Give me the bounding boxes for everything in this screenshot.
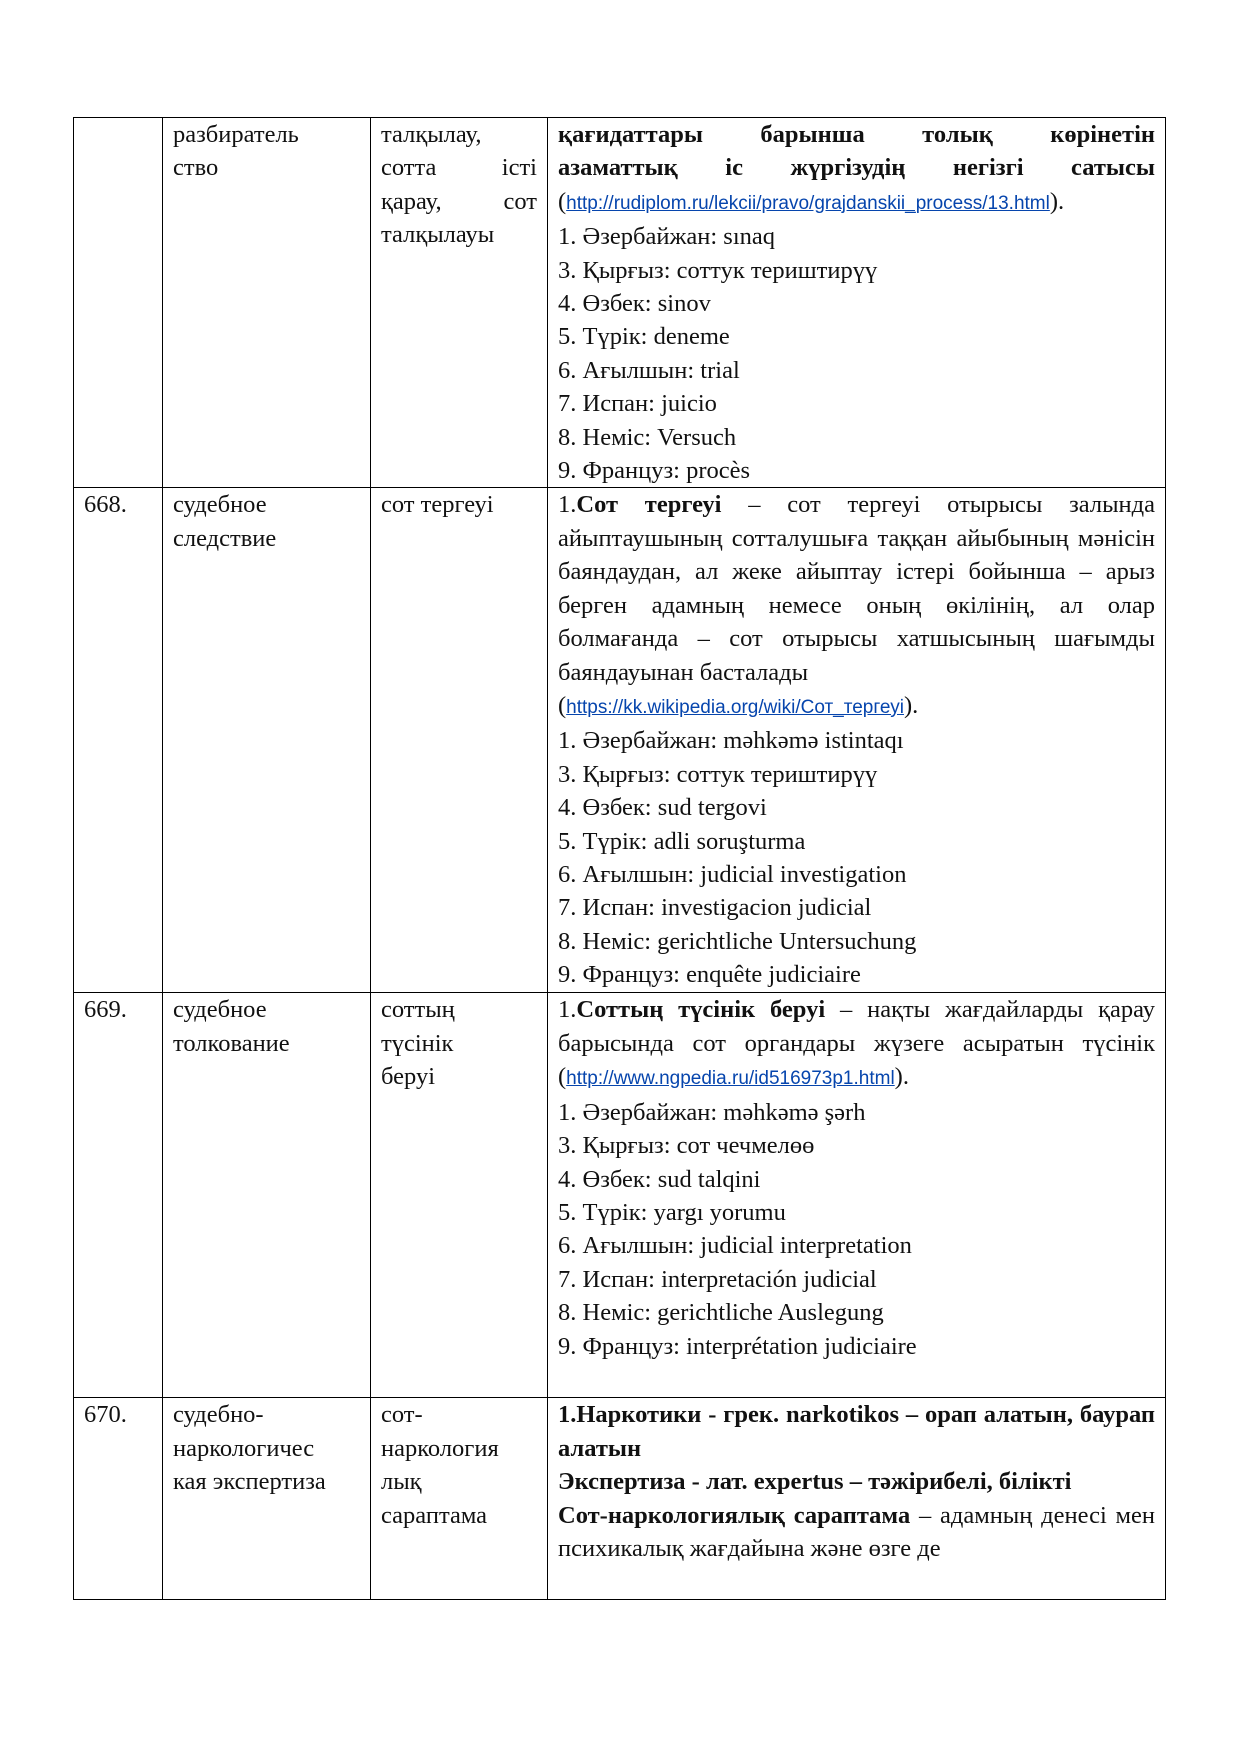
translation-line: 5. Түрік: deneme — [558, 323, 730, 351]
source-link[interactable]: http://www.ngpedia.ru/id516973p1.html — [566, 1068, 895, 1090]
kazakh-term: талқылау, сотта істі қарау, сот талқылауы — [371, 118, 548, 488]
source-link[interactable]: https://kk.wikipedia.org/wiki/Сот_тергеуі — [566, 696, 904, 718]
translation-line: 7. Испан: juicio — [558, 390, 717, 418]
definition: 1.Наркотики - грек. narkotikos – орап алатын, баурап алатын Экспертиза - лат. expertus – тәжірибелі, білікті Сот-наркологиялық сараптама – адамның денесі мен психикалық жағдайына және өзге де — [548, 1398, 1166, 1600]
translation-line: 9. Француз: interprétation judiciaire — [558, 1332, 917, 1360]
source-link[interactable]: http://rudiplom.ru/lekcii/pravo/grajdanskii_process/13.html — [566, 192, 1050, 214]
translation-line: 5. Түрік: adli soruşturma — [558, 827, 806, 855]
kazakh-term: соттың түсінік беруі — [371, 993, 548, 1398]
table-row — [74, 993, 1166, 1398]
definition: қағидаттары барынша толық көрінетін азаматтық іс жүргізудің негізгі сатысы (http://rudiplom.ru/lekcii/pravo/grajdanskii_process/13.html). 1. Әзербайжан: sınaq 3. Қырғыз: соттук териштирүү 4. Өзбек: sinov 5. Түрік: deneme 6. Ағылшын: trial 7. Испан: juicio 8. Неміс: Versuch 9. Француз: procès — [548, 118, 1166, 488]
translation-line: 7. Испан: interpretación judicial — [558, 1265, 877, 1293]
entry-number: 669. — [74, 993, 163, 1398]
russian-term: судебно- наркологичес кая экспертиза — [163, 1398, 371, 1600]
table-row — [74, 1398, 1166, 1600]
term-bold: Сот-наркологиялық сараптама — [558, 1501, 911, 1529]
translation-line: 6. Ағылшын: judicial interpretation — [558, 1232, 912, 1260]
term-bold: Сот тергеуі — [576, 491, 722, 519]
source-line: (http://www.ngpedia.ru/id516973p1.html). — [558, 1063, 909, 1091]
translation-line: 3. Қырғыз: соттук териштирүү — [558, 256, 878, 284]
entry-number: 668. — [74, 488, 163, 993]
translation-line: 4. Өзбек: sud talqini — [558, 1165, 761, 1193]
definition: 1.Сот тергеуі – сот тергеуі отырысы залында айыптаушының сотталушыға таққан айыбының мәнісін баяндаудан, ал жеке айыптау істері бойынша – арыз берген адамның немесе оның өкілінің, ал олар болмағанда – сот отырысы хатшысының шағымды баяндауынан басталады (https://kk.wikipedia.org/wiki/Сот_тергеуі). 1. Әзербайжан: məhkəmə istintaqı 3. Қырғыз: соттук териштирүү 4. Өзбек: sud tergovi 5. Түрік: adli soruşturma 6. Ағылшын: judicial investigation 7. Испан: investigacion judicial 8. Неміс: gerichtliche Untersuchung 9. Француз: enquête judiciaire — [548, 488, 1166, 993]
translation-line: 1. Әзербайжан: məhkəmə şərh — [558, 1098, 866, 1126]
definition: 1.Соттың түсінік беруі – нақты жағдайларды қарау барысында сот органдары жүзеге асыратын түсінік (http://www.ngpedia.ru/id516973p1.html). 1. Әзербайжан: məhkəmə şərh 3. Қырғыз: сот чечмелөө 4. Өзбек: sud talqini 5. Түрік: yargı yorumu 6. Ағылшын: judicial interpretation 7. Испан: interpretación judicial 8. Неміс: gerichtliche Auslegung 9. Француз: interprétation judiciaire — [548, 993, 1166, 1398]
etymology-line: Экспертиза - лат. expertus – тәжірибелі, білікті — [558, 1468, 1072, 1496]
translation-line: 5. Түрік: yargı yorumu — [558, 1198, 786, 1226]
kazakh-term: сот тергеуі — [371, 488, 548, 993]
table-row — [74, 488, 1166, 993]
translation-line: 1. Әзербайжан: məhkəmə istintaqı — [558, 727, 904, 755]
translation-line: 1. Әзербайжан: sınaq — [558, 223, 776, 251]
translation-line: 8. Неміс: gerichtliche Untersuchung — [558, 927, 917, 955]
translation-line: 3. Қырғыз: сот чечмелөө — [558, 1132, 815, 1160]
translation-line: 4. Өзбек: sud tergovi — [558, 794, 767, 822]
entry-number — [74, 118, 163, 488]
russian-term: разбиратель ство — [163, 118, 371, 488]
translation-line: 8. Неміс: Versuch — [558, 423, 737, 451]
translation-line: 8. Неміс: gerichtliche Auslegung — [558, 1299, 884, 1327]
translation-line: 6. Ағылшын: judicial investigation — [558, 860, 907, 888]
source-line: (http://rudiplom.ru/lekcii/pravo/grajdanskii_process/13.html). — [558, 187, 1065, 215]
etymology-line: Наркотики - грек. narkotikos – орап алатын, баурап алатын — [558, 1401, 1155, 1462]
dictionary-table — [73, 117, 1166, 1600]
translation-line: 3. Қырғыз: соттук териштирүү — [558, 760, 878, 788]
table-row — [74, 118, 1166, 488]
russian-term: судебное толкование — [163, 993, 371, 1398]
term-bold: Соттың түсінік беруі — [576, 996, 826, 1024]
kazakh-term: сот- наркология лық сараптама — [371, 1398, 548, 1600]
translation-line: 9. Француз: procès — [558, 457, 751, 485]
source-line: (https://kk.wikipedia.org/wiki/Сот_тергеуі). — [558, 691, 919, 719]
russian-term: судебное следствие — [163, 488, 371, 993]
translation-line: 6. Ағылшын: trial — [558, 356, 740, 384]
translation-line: 9. Француз: enquête judiciaire — [558, 961, 861, 989]
translation-line: 7. Испан: investigacion judicial — [558, 894, 872, 922]
entry-number: 670. — [74, 1398, 163, 1600]
translation-line: 4. Өзбек: sinov — [558, 290, 711, 318]
